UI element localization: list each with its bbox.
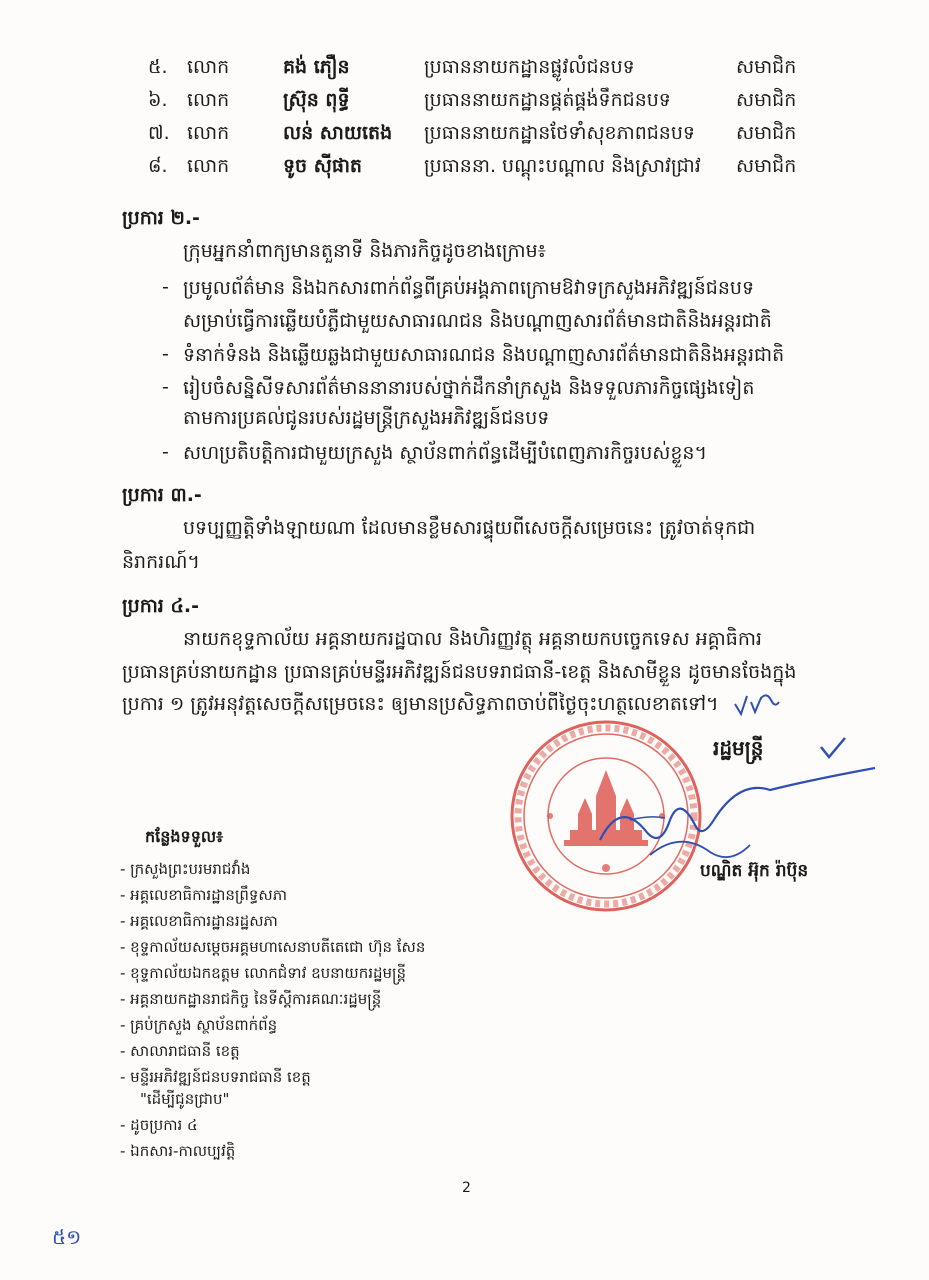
article-3-heading: ប្រការ ៣.- [122,484,202,506]
article-2-heading: ប្រការ ២.- [122,207,200,229]
recipient-item: - អគ្គនាយកដ្ឋានរាជកិច្ច នៃទីស្តីការគណៈរដ្ឋមន្ត្រី [120,990,382,1008]
recipient-item: - សាលារាជធានី ខេត្ត [120,1042,240,1060]
bullet-3: - [162,376,169,398]
member-position: ប្រធាននាយកដ្ឋានផ្គត់ផ្គង់ទឹកជនបទ [424,89,671,111]
member-position: ប្រធាននាយកដ្ឋានផ្លូវលំជនបទ [424,56,635,78]
recipient-item: - ខុទ្ទកាល័យសម្តេចអគ្គមហាសេនាបតីតេជោ ហ៊ុន សែន [120,938,426,956]
signatory-name: បណ្ឌិត អ៊ុក រ៉ាប៊ុន [700,861,809,881]
member-position: ប្រធាននា. បណ្តុះបណ្តាល និងស្រាវជ្រាវ [424,155,701,177]
article-2-line-6: សហប្រតិបត្តិការជាមួយក្រសួង ស្ថាប័នពាក់ព័ន្ធដើម្បីបំពេញភារកិច្ចរបស់ខ្លួន។ [183,442,707,464]
article-2-line-4: រៀបចំសន្និសីទសារព័ត៌មាននានារបស់ថ្នាក់ដឹកនាំក្រសួង និងទទួលភារកិច្ចផ្សេងទៀត [183,377,755,399]
member-row-6 [0,88,929,122]
initials-mark-icon [733,690,781,720]
member-title: លោក [187,89,230,111]
recipient-item: - ឯកសារ-កាលប្បវត្តិ [120,1142,236,1160]
recipient-item: - ដូចប្រការ ៤ [120,1116,198,1134]
article-3-line-2: និរាករណ៍។ [122,551,200,573]
member-number: ៨. [148,155,168,177]
recipient-item: - អគ្គលេខាធិការដ្ឋានព្រឹទ្ធសភា [120,886,287,904]
recipient-item: - មន្ទីរអភិវឌ្ឍន៍ជនបទរាជធានី ខេត្ត [120,1068,311,1086]
article-4-line-2: ប្រធានគ្រប់នាយកដ្ឋាន ប្រធានគ្រប់មន្ទីរអភិវឌ្ឍន៍ជនបទរាជធានី-ខេត្ត និងសាមីខ្លួន ដូចមានចែងក្នុង [122,661,797,683]
member-title: លោក [187,155,230,177]
article-4-line-1: នាយកខុទ្ទកាល័យ អគ្គនាយករដ្ឋបាល និងហិរញ្ញវត្ថុ អគ្គនាយកបច្ចេកទេស អគ្គាធិការ [183,628,762,650]
member-name: គង់ ភឿន [283,56,350,78]
member-number: ៦. [148,89,168,111]
member-name: លន់ សាយតេង [283,122,393,144]
recipient-item: - គ្រប់ក្រសួង ស្ថាប័នពាក់ព័ន្ធ [120,1016,278,1034]
member-number: ៥. [148,56,168,78]
member-row-7 [0,121,929,155]
article-2-line-5: តាមការប្រគល់ជូនរបស់រដ្ឋមន្ត្រីក្រសួងអភិវឌ្ឍន៍ជនបទ [183,407,550,429]
signature-title-text: រដ្ឋមន្ត្រី [713,736,764,760]
recipient-item: - អគ្គលេខាធិការដ្ឋានរដ្ឋសភា [120,912,278,930]
member-role: សមាជិក [736,89,797,111]
member-role: សមាជិក [736,122,797,144]
member-name: ទូច ស៊ីផាត [283,155,362,177]
check-mark-icon [818,735,848,761]
member-role: សមាជិក [736,56,797,78]
recipient-item: - ខុទ្ទកាល័យឯកឧត្តម លោកជំទាវ ឧបនាយករដ្ឋមន្ត្រី [120,964,407,982]
bullet-2: - [162,343,169,365]
article-4-heading: ប្រការ ៤.- [122,595,200,617]
page-number: 2 [462,1180,471,1196]
member-row-8 [0,154,929,188]
bullet-4: - [162,441,169,463]
member-name: ស្រ៊ុន ពុទ្ធី [283,89,350,111]
member-number: ៧. [148,122,170,144]
margin-mark: ៥១ [52,1225,82,1249]
member-row-5 [0,55,929,89]
bullet-1: - [162,276,169,298]
member-role: សមាជិក [736,155,797,177]
recipients-heading: កន្លែងទទួល៖ [145,827,224,846]
article-2-line-1: ប្រមូលព័ត៌មាន និងឯកសារពាក់ព័ន្ធពីគ្រប់អង្គភាពក្រោមឱវាទក្រសួងអភិវឌ្ឍន៍ជនបទ [183,277,755,299]
article-4-line-3: ប្រការ ១ ត្រូវអនុវត្តសេចក្តីសម្រេចនេះ ឲ្យមានប្រសិទ្ធភាពចាប់ពីថ្ងៃចុះហត្ថលេខាតទៅ។ [122,693,719,715]
article-2-line-2: សម្រាប់ធ្វើការឆ្លើយបំភ្លឺជាមួយសាធារណជន និងបណ្តាញសារព័ត៌មានជាតិនិងអន្តរជាតិ [183,310,772,332]
article-2-intro: ក្រុមអ្នកនាំពាក្យមានតួនាទី និងភារកិច្ចដូចខាងក្រោម៖ [183,240,547,262]
article-3-line-1: បទប្បញ្ញត្តិទាំងឡាយណា ដែលមានខ្លឹមសារផ្ទុយពីសេចក្តីសម្រេចនេះ ត្រូវចាត់ទុកជា [183,517,756,539]
member-title: លោក [187,122,230,144]
article-2-line-3: ទំនាក់ទំនង និងឆ្លើយឆ្លងជាមួយសាធារណជន និងបណ្តាញសារព័ត៌មានជាតិនិងអន្តរជាតិ [183,344,785,366]
member-title: លោក [187,56,230,78]
member-position: ប្រធាននាយកដ្ឋានថែទាំសុខភាពជនបទ [424,122,695,144]
recipient-item: - ក្រសួងព្រះបរមរាជវាំង [120,860,251,878]
recipient-item: "ដើម្បីជូនជ្រាប" [140,1090,230,1108]
